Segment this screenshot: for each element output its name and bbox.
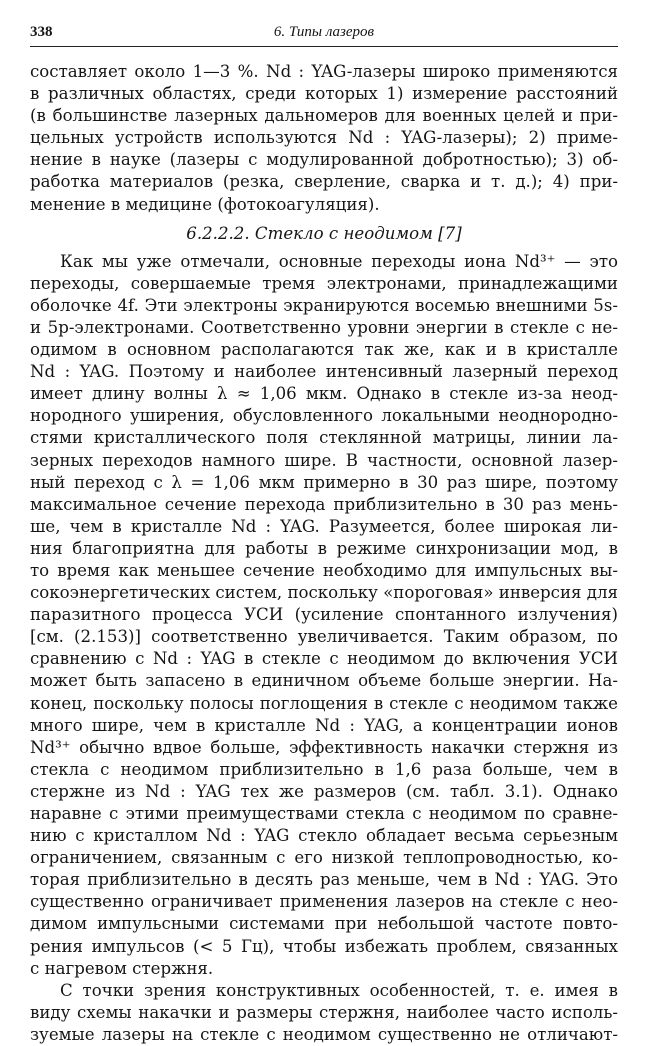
document-page: [30, 22, 618, 1046]
text-line: Nd³⁺ обычно вдвое больше, эффективность накачки стержня из: [30, 737, 618, 757]
text-line: торая приблизительно в десять раз меньше, чем в Nd : YAG. Это: [30, 870, 618, 890]
text-line: ше, чем в кристалле Nd : YAG. Разумеется, более широкая ли-: [30, 516, 618, 536]
text-line: много шире, чем в кристалле Nd : YAG, а концентрации ионов: [30, 715, 618, 735]
section-heading: 6.2.2.2. Стекло с неодимом [7]: [186, 223, 462, 243]
text-line: нию с кристаллом Nd : YAG стекло обладает весьма серьезным: [30, 826, 618, 846]
text-line: может быть запасено в единичном объеме больше энергии. На-: [30, 671, 618, 691]
text-line: [см. (2.153)] соответственно увеличивается. Таким образом, по: [30, 627, 618, 647]
text-line: составляет около 1—3 %. Nd : YAG-лазеры широко применяются: [30, 62, 618, 81]
text-line: конец, поскольку полосы поглощения в стекле с неодимом также: [30, 693, 618, 713]
text-line: нение в науке (лазеры с модулированной добротностью); 3) об-: [30, 150, 618, 170]
text-line: и 5p-электронами. Соответственно уровни энергии в стекле с не-: [30, 317, 618, 337]
text-line: ный переход с λ = 1,06 мкм примерно в 30 раз шире, поэтому: [30, 472, 618, 492]
text-line: виду схемы накачки и размеры стержня, наиболее часто исполь-: [30, 1002, 618, 1022]
text-line: зуемые лазеры на стекле с неодимом существенно не отличают-: [30, 1024, 618, 1044]
text-line: то время как меньшее сечение необходимо для импульсных вы-: [30, 560, 618, 580]
text-line: одимом в основном располагаются так же, как и в кристалле: [30, 340, 618, 360]
text-line: существенно ограничивает применения лазеров на стекле с нео-: [30, 892, 618, 912]
text-line: Nd : YAG. Поэтому и наиболее интенсивный лазерный переход: [30, 362, 618, 382]
running-head: 6. Типы лазеров: [273, 24, 375, 40]
text-line: ограничением, связанным с его низкой теплопроводностью, ко-: [30, 848, 618, 868]
text-line: димом импульсными системами при небольшой частоте повто-: [30, 914, 618, 934]
text-line: наравне с этими преимуществами стекла с неодимом по сравне-: [30, 804, 618, 823]
text-line: оболочке 4f. Эти электроны экранируются восемью внешними 5s-: [30, 295, 618, 315]
text-line: сокоэнергетических систем, поскольку «пороговая» инверсия для: [30, 583, 618, 603]
body-text: [30, 61, 618, 1046]
page-number: 338: [30, 24, 53, 40]
page-header: [30, 22, 618, 47]
text-line: менение в медицине (фотокоагуляция).: [30, 194, 380, 214]
text-line: рения импульсов (< 5 Гц), чтобы избежать проблем, связанных: [30, 936, 618, 956]
text-line: в различных областях, среди которых 1) измерение расстояний: [30, 84, 618, 104]
text-line: имеет длину волны λ ≈ 1,06 мкм. Однако в стекле из-за неод-: [30, 384, 618, 404]
text-line: стержне из Nd : YAG тех же размеров (см. табл. 3.1). Однако: [30, 781, 618, 801]
text-line: (в большинстве лазерных дальномеров для военных целей и при-: [30, 106, 618, 126]
text-line: работка материалов (резка, сверление, сварка и т. д.); 4) при-: [30, 172, 618, 192]
paragraph-2: [30, 251, 618, 980]
text-line: с нагревом стержня.: [30, 958, 214, 978]
text-line: сравнению с Nd : YAG в стекле с неодимом до включения УСИ: [30, 649, 618, 669]
paragraph-3: [30, 980, 618, 1046]
text-line: ния благоприятна для работы в режиме синхронизации мод, в: [30, 538, 618, 558]
text-line: цельных устройств используются Nd : YAG-лазеры); 2) приме-: [30, 128, 618, 148]
text-line: С точки зрения конструктивных особенностей, т. е. имея в: [60, 980, 618, 1000]
text-line: Как мы уже отмечали, основные переходы иона Nd³⁺ — это: [60, 251, 618, 271]
text-line: стекла с неодимом приблизительно в 1,6 раза больше, чем в: [30, 759, 618, 779]
text-line: паразитного процесса УСИ (усиление спонтанного излучения): [30, 605, 618, 625]
text-line: нородного уширения, обусловленного локальными неоднородно-: [30, 406, 618, 426]
text-line: зерных переходов намного шире. В частности, основной лазер-: [30, 450, 618, 470]
text-line: переходы, совершаемые тремя электронами, принадлежащими: [30, 273, 618, 293]
text-line: максимальное сечение перехода приблизительно в 30 раз мень-: [30, 494, 618, 514]
paragraph-1: [30, 61, 618, 216]
text-line: стями кристаллического поля стеклянной матрицы, линии ла-: [30, 428, 618, 448]
